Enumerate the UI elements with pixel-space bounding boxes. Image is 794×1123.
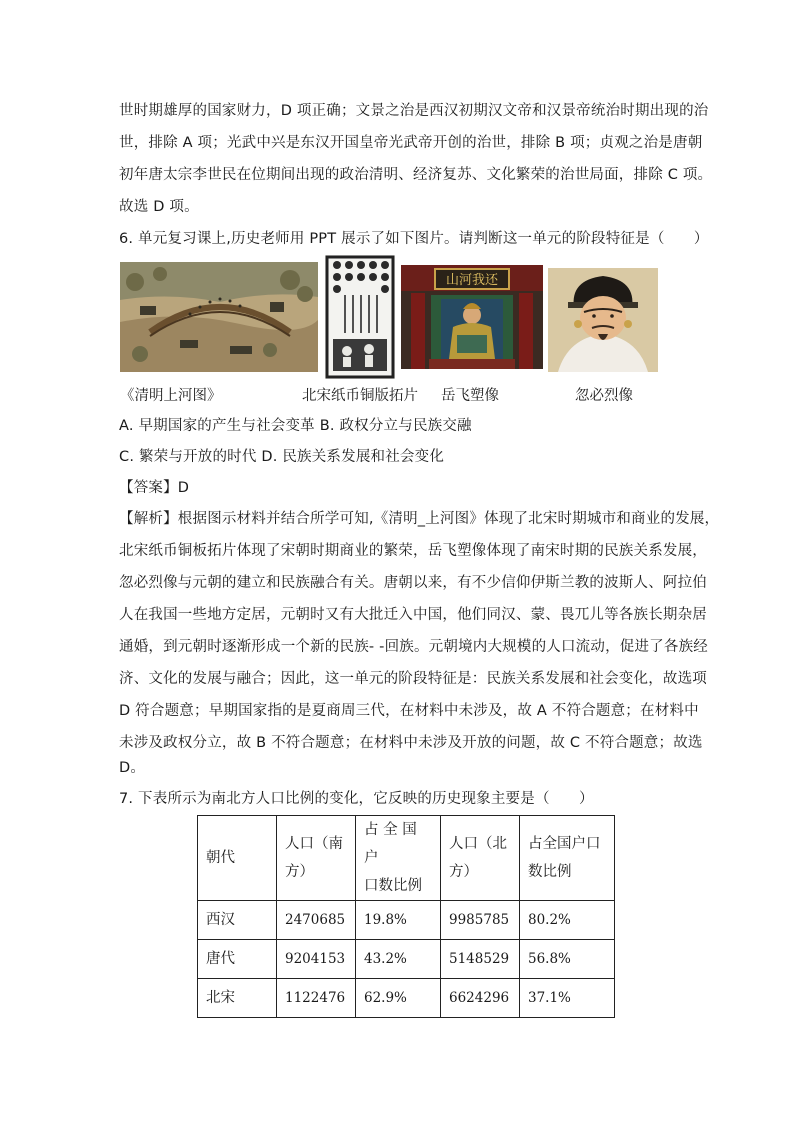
question-6-stem: 6. 单元复习课上,历史老师用 PPT 展示了如下图片。请判断这一单元的阶段特征是（ ） <box>119 231 709 247</box>
table-cell: 6624296 <box>441 979 520 1018</box>
answer-line: 【答案】D <box>119 480 190 496</box>
table-cell: 62.9% <box>356 979 441 1018</box>
question-7-stem: 7. 下表所示为南北方人口比例的变化，它反映的历史现象主要是（ ） <box>119 791 594 807</box>
paragraph-line: 初年唐太宗李世民在位期间出现的政治清明、经济复苏、文化繁荣的治世局面，排除 C 项。 <box>119 167 713 183</box>
figure-caption: 忽必烈像 <box>575 388 633 404</box>
analysis-line: 通婚，到元朝时逐渐形成一个新的民族- -回族。元朝境内大规模的人口流动，促进了各族经 <box>119 639 708 655</box>
table-header-cell: 朝代 <box>198 816 277 901</box>
table-cell: 唐代 <box>198 940 277 979</box>
analysis-line: 济、文化的发展与融合；因此，这一单元的阶段特征是：民族关系发展和社会变化，故选项 <box>119 671 707 687</box>
population-table <box>197 815 615 1018</box>
table-header-row <box>198 816 615 901</box>
table-header-cell: 占全国户口 数比例 <box>520 816 615 901</box>
figure-caption: 岳飞塑像 <box>441 388 499 404</box>
paragraph-line: 世时期雄厚的国家财力，D 项正确；文景之治是西汉初期汉文帝和汉景帝统治时期出现的治 <box>119 103 709 119</box>
table-cell: 9985785 <box>441 901 520 940</box>
table-header-cell: 人口（南 方） <box>277 816 356 901</box>
table-row <box>198 901 615 940</box>
paragraph-line: 世，排除 A 项；光武中兴是东汉开国皇帝光武帝开创的治世，排除 B 项；贞观之治是唐朝 <box>119 135 703 151</box>
table-cell: 北宋 <box>198 979 277 1018</box>
table-cell: 9204153 <box>277 940 356 979</box>
kublai-khan-portrait-image <box>548 268 658 372</box>
table-cell: 19.8% <box>356 901 441 940</box>
table-cell: 西汉 <box>198 901 277 940</box>
table-cell: 5148529 <box>441 940 520 979</box>
option-line: C. 繁荣与开放的时代 D. 民族关系发展和社会变化 <box>119 449 445 465</box>
table-row <box>198 979 615 1018</box>
paragraph-line: 故选 D 项。 <box>119 199 199 215</box>
plaque-text: 山河我还 <box>445 273 499 288</box>
yue-fei-statue-image <box>401 265 543 369</box>
table-cell: 43.2% <box>356 940 441 979</box>
analysis-line: 未涉及政权分立，故 B 不符合题意；在材料中未涉及开放的问题，故 C 不符合题意；故选 <box>119 735 703 751</box>
qingming-painting-image <box>120 262 318 372</box>
song-paper-money-image <box>325 255 395 379</box>
table-header-cell: 人口（北 方） <box>441 816 520 901</box>
table-cell: 56.8% <box>520 940 615 979</box>
figure-caption: 《清明上河图》 <box>120 388 222 404</box>
analysis-line: 忽必烈像与元朝的建立和民族融合有关。唐朝以来，有不少信仰伊斯兰教的波斯人、阿拉伯 <box>119 575 707 591</box>
table-row <box>198 940 615 979</box>
analysis-line: 人在我国一些地方定居，元朝时又有大批迁入中国，他们同汉、蒙、畏兀儿等各族长期杂居 <box>119 607 707 623</box>
option-line: A. 早期国家的产生与社会变革 B. 政权分立与民族交融 <box>119 418 472 434</box>
analysis-line: 【解析】根据图示材料并结合所学可知,《清明_上河图》体现了北宋时期城市和商业的发展， <box>119 511 720 527</box>
table-cell: 1122476 <box>277 979 356 1018</box>
figure-caption: 北宋纸币铜版拓片 <box>302 388 418 404</box>
analysis-line: D。 <box>119 760 146 776</box>
table-cell: 2470685 <box>277 901 356 940</box>
table-cell: 37.1% <box>520 979 615 1018</box>
table-cell: 80.2% <box>520 901 615 940</box>
table-header-cell: 占 全 国 户 口数比例 <box>356 816 441 901</box>
analysis-line: 北宋纸币铜板拓片体现了宋朝时期商业的繁荣，岳飞塑像体现了南宋时期的民族关系发展， <box>119 543 707 559</box>
analysis-line: D 符合题意；早期国家指的是夏商周三代，在材料中未涉及，故 A 不符合题意；在材料中 <box>119 703 699 719</box>
